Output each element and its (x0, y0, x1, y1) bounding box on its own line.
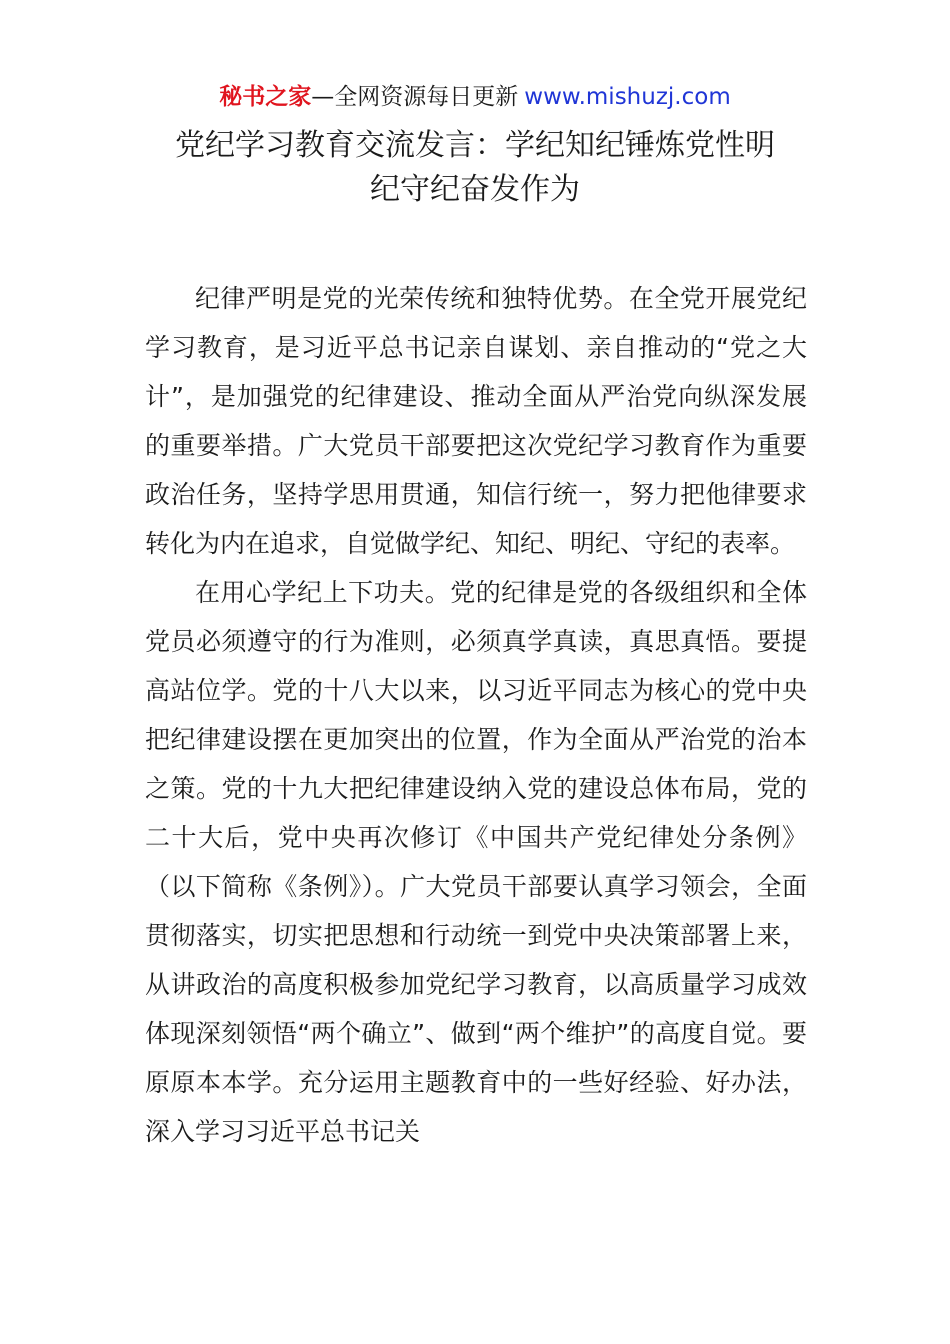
document-title-line-2: 纪守纪奋发作为 (370, 172, 580, 207)
document-title-line-1: 党纪学习教育交流发言：学纪知纪锤炼党性明 (175, 128, 775, 163)
site-url-link[interactable]: www.mishuzj.com (524, 84, 731, 110)
body-paragraph-2: 在用心学纪上下功夫。党的纪律是党的各级组织和全体党员必须遵守的行为准则，必须真学真读，真思真悟。要提高站位学。党的十八大以来，以习近平同志为核心的党中央把纪律建设摆在更加突出的位置，作为全面从严治党的治本之策。党的十九大把纪律建设纳入党的建设总体布局，党的二十大后，党中央再次修订《中国共产党纪律处分条例》（以下简称《条例》）。广大党员干部要认真学习领会，全面贯彻落实，切实把思想和行动统一到党中央决策部署上来，从讲政治的高度积极参加党纪学习教育，以高质量学习成效体现深刻领悟“两个确立”、做到“两个维护”的高度自觉。要原原本本学。充分运用主题教育中的一些好经验、好办法，深入学习习近平总书记关 (145, 578, 807, 1146)
site-header (0, 82, 950, 112)
site-brand: 秘书之家 (219, 84, 312, 110)
document-body (145, 274, 807, 1156)
site-tagline: —全网资源每日更新 (311, 84, 519, 110)
body-paragraph-1: 纪律严明是党的光荣传统和独特优势。在全党开展党纪学习教育，是习近平总书记亲自谋划、亲自推动的“党之大计”，是加强党的纪律建设、推动全面从严治党向纵深发展的重要举措。广大党员干部要把这次党纪学习教育作为重要政治任务，坚持学思用贯通，知信行统一，努力把他律要求转化为内在追求，自觉做学纪、知纪、明纪、守纪的表率。 (145, 284, 807, 558)
document-title (0, 124, 950, 212)
